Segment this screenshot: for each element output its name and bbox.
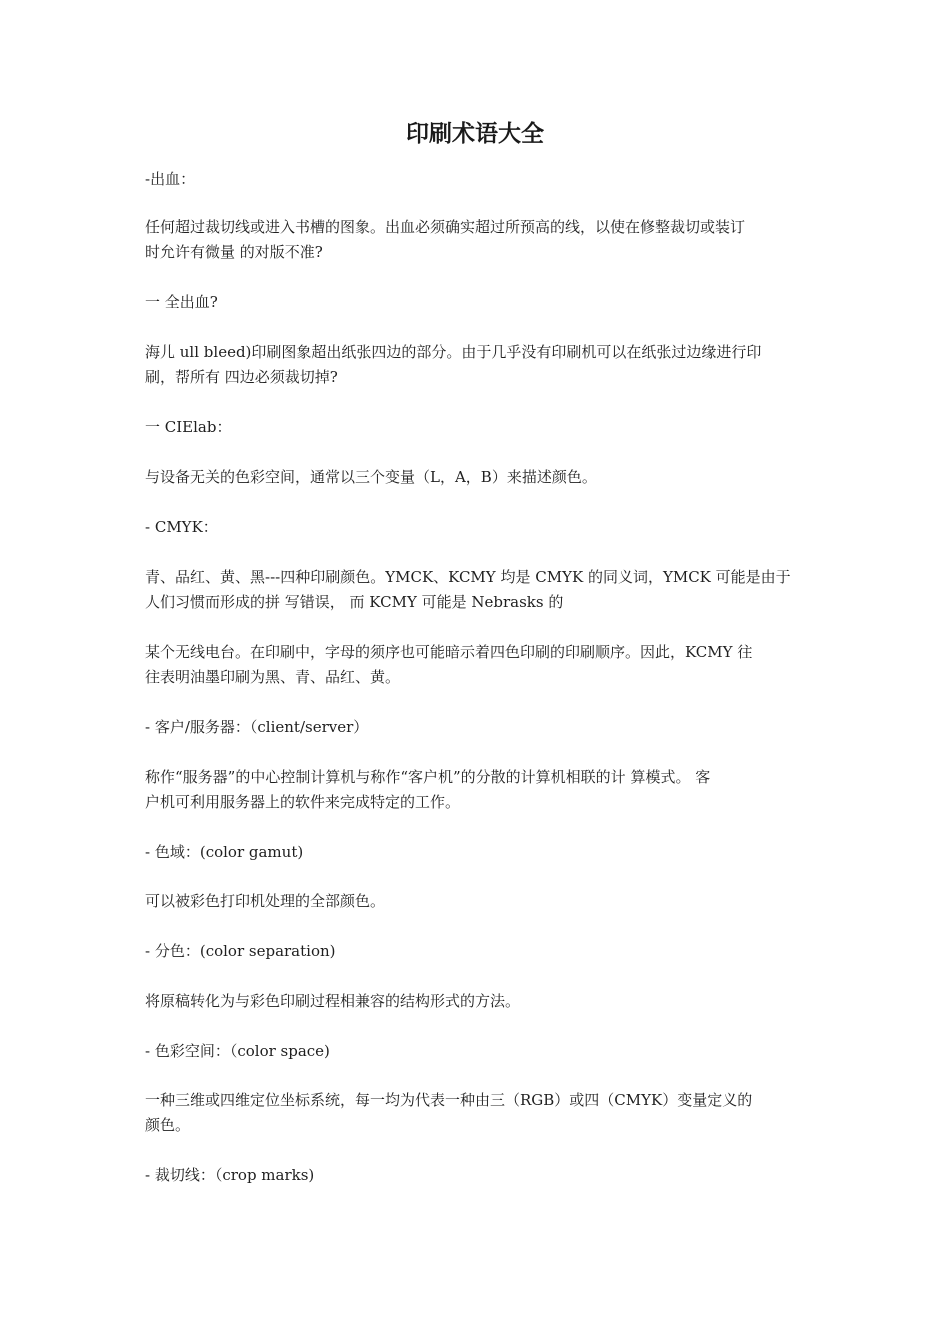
paragraph-line: 青、品红、黄、黑---四种印刷颜色。YMCK、KCMY 均是 CMYK 的同义词，YMCK 可能是由于 xyxy=(145,568,791,586)
paragraph-line: 可以被彩色打印机处理的全部颜色。 xyxy=(145,892,386,910)
paragraph-line: 称作“服务器”的中心控制计算机与称作“客户机”的分散的计算机相联的计 算模式。 客 xyxy=(145,768,711,786)
term-heading-color-gamut: - 色域：(color gamut) xyxy=(145,843,304,861)
paragraph-line: 将原稿转化为与彩色印刷过程相兼容的结构形式的方法。 xyxy=(145,992,521,1010)
term-heading-color-space: - 色彩空间：（color space) xyxy=(145,1042,330,1060)
term-heading-cielab: 一 CIElab： xyxy=(145,418,232,436)
page-title: 印刷术语大全 xyxy=(406,120,544,147)
paragraph-line: 刷，帮所有 四边必须裁切掉? xyxy=(145,368,338,386)
paragraph-line: 时允许有微量 的对版不准? xyxy=(145,243,323,261)
paragraph-line: 往表明油墨印刷为黑、青、品红、黄。 xyxy=(145,668,401,686)
term-heading-crop-marks: - 裁切线：（crop marks) xyxy=(145,1166,315,1184)
paragraph-line: 任何超过裁切线或进入书槽的图象。出血必须确实超过所预高的线，以使在修整裁切或装订 xyxy=(145,218,746,236)
paragraph-line: 户机可利用服务器上的软件来完成特定的工作。 xyxy=(145,793,461,811)
term-heading-color-separation: - 分色：(color separation) xyxy=(145,942,336,960)
paragraph-line: 一种三维或四维定位坐标系统，每一均为代表一种由三（RGB）或四（CMYK）变量定义的 xyxy=(145,1091,753,1109)
paragraph-line: 与设备无关的色彩空间，通常以三个变量（L，A，B）来描述颜色。 xyxy=(145,468,597,486)
term-heading-bleed: -出血： xyxy=(145,170,196,188)
paragraph-line: 人们习惯而形成的拼 写错误， 而 KCMY 可能是 Nebrasks 的 xyxy=(145,593,564,611)
term-heading-full-bleed: 一 全出血? xyxy=(145,293,218,311)
paragraph-line: 某个无线电台。在印刷中，字母的须序也可能暗示着四色印刷的印刷顺序。因此，KCMY 往 xyxy=(145,643,753,661)
paragraph-line: 颜色。 xyxy=(145,1116,191,1134)
paragraph-line: 海儿 ull bleed)印刷图象超出纸张四边的部分。由于几乎没有印刷机可以在纸张过边缘进行印 xyxy=(145,343,762,361)
term-heading-client-server: - 客户/服务器：（client/server） xyxy=(145,718,369,736)
term-heading-cmyk: - CMYK： xyxy=(145,518,218,536)
